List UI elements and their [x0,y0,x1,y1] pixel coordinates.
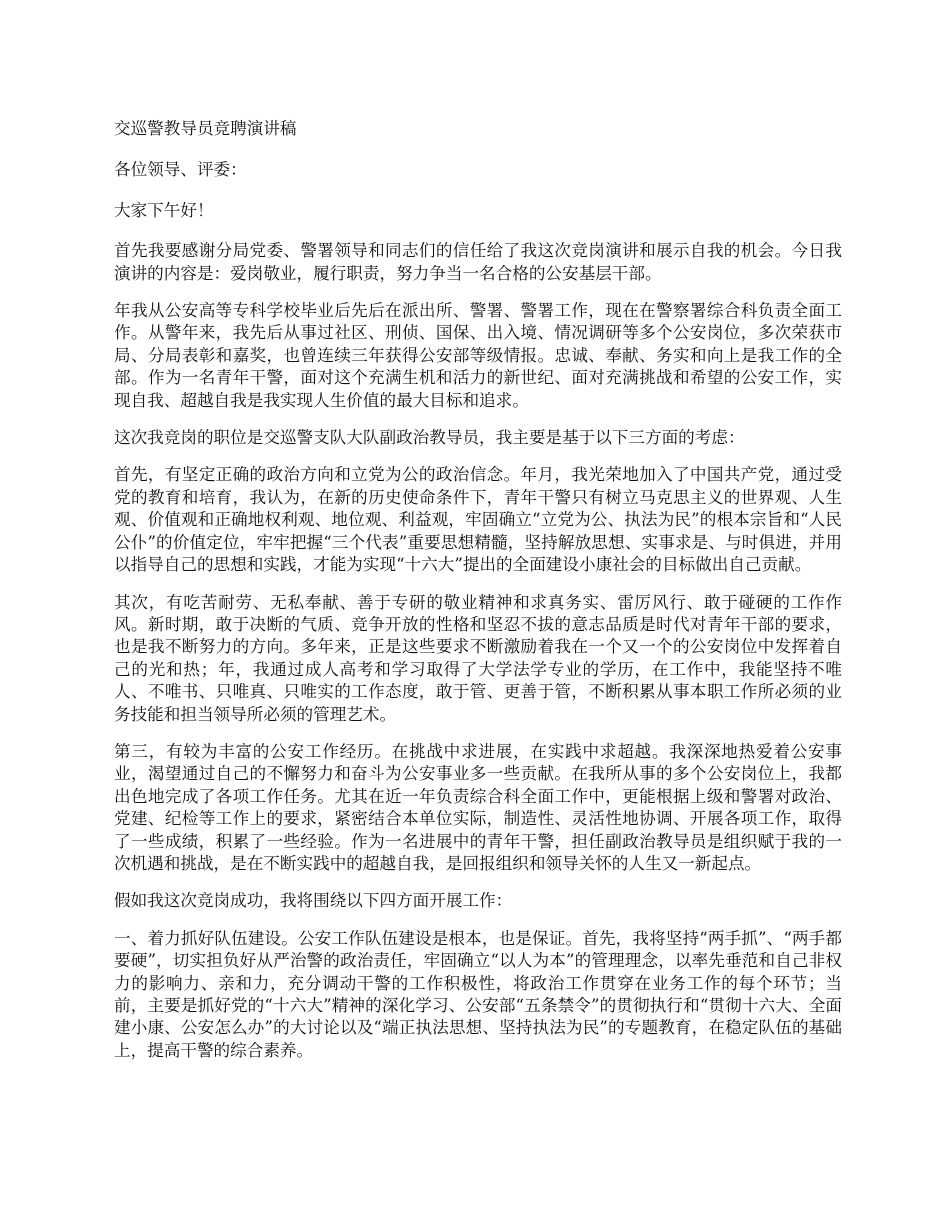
paragraph-first-reason: 首先，有坚定正确的政治方向和立党为公的政治信念。年月，我光荣地加入了中国共产党，通过受党的教育和培育，我认为，在新的历史使命条件下，青年干警只有树立马克思主义的世界观、人生观、价值观和正确地权利观、地位观、利益观，牢固确立“立党为公、执法为民”的根本宗旨和“人民公仆”的价值定位，牢牢把握“三个代表”重要思想精髓，坚持解放思想、实事求是、与时俱进，并用以指导自己的思想和实践，才能为实现“十六大”提出的全面建设小康社会的目标做出自己贡献。 [114,465,842,575]
paragraph-background: 年我从公安高等专科学校毕业后先后在派出所、警署、警署工作，现在在警察署综合科负责全面工作。从警年来，我先后从事过社区、刑侦、国保、出入境、情况调研等多个公安岗位，多次荣获市局、分局表彰和嘉奖，也曾连续三年获得公安部等级情报。忠诚、奉献、务实和向上是我工作的全部。作为一名青年干警，面对这个充满生机和活力的新世纪、面对充满挑战和希望的公安工作，实现自我、超越自我是我实现人生价值的最大目标和追求。 [114,301,842,410]
document-page [114,118,842,1077]
paragraph-plan-intro: 假如我这次竞岗成功，我将围绕以下四方面开展工作： [114,891,513,911]
document-title: 交巡警教导员竞聘演讲稿 [114,119,297,138]
paragraph-intro: 首先我要感谢分局党委、警署领导和同志们的信任给了我这次竞岗演讲和展示自我的机会。今日我演讲的内容是：爱岗敬业，履行职责，努力争当一名合格的公安基层干部。 [114,241,842,283]
paragraph-second-reason: 其次，有吃苦耐劳、无私奉献、善于专研的敬业精神和求真务实、雷厉风行、敢于碰硬的工作作风。新时期，敢于决断的气质、竞争开放的性格和坚忍不拔的意志品质是时代对青年干部的要求，也是我不断努力的方向。多年来，正是这些要求不断激励着我在一个又一个的公安岗位中发挥着自己的光和热；年，我通过成人高考和学习取得了大学法学专业的学历，在工作中，我能坚持不唯人、不唯书、只唯真、只唯实的工作态度，敢于管、更善于管，不断积累从事本职工作所必须的业务技能和担当领导所必须的管理艺术。 [114,592,842,724]
paragraph-plan-one: 一、着力抓好队伍建设。公安工作队伍建设是根本，也是保证。首先，我将坚持“两手抓”、“两手都要硬”，切实担负好从严治警的政治责任，牢固确立“以人为本”的管理理念，以率先垂范和自己非权力的影响力、亲和力，充分调动干警的工作积极性，将政治工作贯穿在业务工作的每个环节；当前，主要是抓好党的“十六大”精神的深化学习、公安部“五条禁令”的贯彻执行和“贯彻十六大、全面建小康、公安怎么办”的大讨论以及“端正执法思想、坚持执法为民”的专题教育，在稳定队伍的基础上，提高干警的综合素养。 [114,928,842,1060]
salutation: 各位领导、评委： [114,160,247,180]
greeting: 大家下午好！ [114,200,214,220]
paragraph-third-reason: 第三，有较为丰富的公安工作经历。在挑战中求进展，在实践中求超越。我深深地热爱着公安事业，渴望通过自己的不懈努力和奋斗为公安事业多一些贡献。在我所从事的多个公安岗位上，我都出色地完成了各项工作任务。尤其在近一年负责综合科全面工作中，更能根据上级和警署对政治、党建、纪检等工作上的要求，紧密结合本单位实际，制造性、灵活性地协调、开展各项工作，取得了一些成绩，积累了一些经验。作为一名进展中的青年干警，担任副政治教导员是组织赋于我的一次机遇和挑战，是在不断实践中的超越自我，是回报组织和领导关怀的人生又一新起点。 [114,741,842,873]
paragraph-position: 这次我竞岗的职位是交巡警支队大队副政治教导员，我主要是基于以下三方面的考虑： [114,428,745,448]
